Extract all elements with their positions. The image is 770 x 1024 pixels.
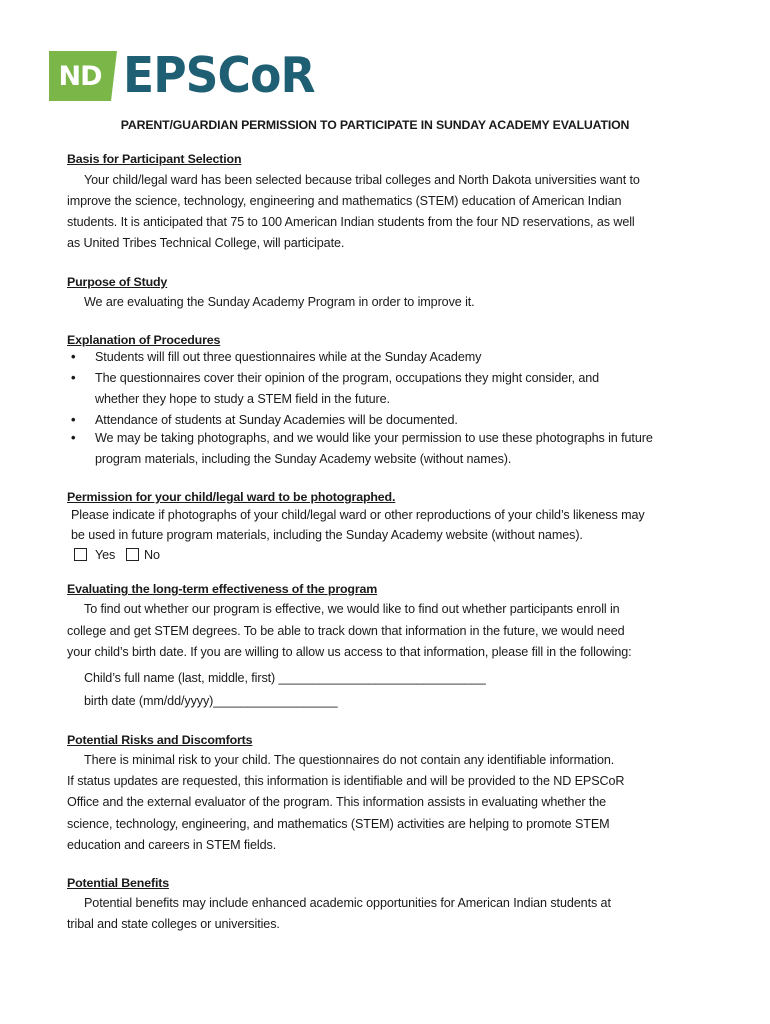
birth-date-field[interactable]: birth date (mm/dd/yyyy)__________________	[84, 694, 338, 708]
procedure-item: Attendance of students at Sunday Academies will be documented.	[95, 413, 458, 427]
effectiveness-heading: Evaluating the long-term effectiveness of the program	[67, 582, 378, 596]
bullet-marker: •	[71, 370, 76, 385]
benefits-line: tribal and state colleges or universities.	[67, 917, 280, 931]
basis-line: improve the science, technology, engineering and mathematics (STEM) education of American Indian	[67, 194, 622, 208]
procedure-item: The questionnaires cover their opinion of the program, occupations they might consider, and	[95, 371, 600, 385]
no-label: No	[144, 548, 160, 562]
benefits-heading: Potential Benefits	[67, 876, 169, 890]
bullet-marker: •	[71, 349, 76, 364]
basis-line: students. It is anticipated that 75 to 100 American Indian students from the four ND reservations, as well	[67, 215, 635, 229]
yes-checkbox[interactable]	[74, 548, 87, 561]
logo-name: EPSCoR	[123, 47, 315, 104]
procedure-item-cont: program materials, including the Sunday Academy website (without names).	[95, 452, 512, 466]
bullet-marker: •	[71, 412, 76, 427]
effectiveness-line: college and get STEM degrees. To be able to track down that information in the future, we would need	[67, 624, 625, 638]
basis-line: Your child/legal ward has been selected because tribal colleges and North Dakota universities want to	[84, 173, 640, 187]
procedures-heading: Explanation of Procedures	[67, 333, 221, 347]
risks-line: If status updates are requested, this information is identifiable and will be provided to the ND EPSCoR	[67, 774, 625, 788]
risks-line: science, technology, engineering, and mathematics (STEM) activities are helping to promote STEM	[67, 817, 610, 831]
photo-permission-heading: Permission for your child/legal ward to be photographed.	[67, 490, 396, 504]
logo-mark: ND	[49, 51, 111, 101]
child-name-field[interactable]: Child’s full name (last, middle, first) ______________________________	[84, 671, 486, 685]
risks-line: education and careers in STEM fields.	[67, 838, 277, 852]
risks-line: There is minimal risk to your child. The questionnaires do not contain any identifiable information.	[84, 753, 615, 767]
document-title: PARENT/GUARDIAN PERMISSION TO PARTICIPATE IN SUNDAY ACADEMY EVALUATION	[120, 118, 630, 132]
purpose-heading: Purpose of Study	[67, 275, 168, 289]
photo-permission-line: be used in future program materials, including the Sunday Academy website (without names).	[71, 528, 583, 542]
effectiveness-line: To find out whether our program is effective, we would like to find out whether participants enroll in	[84, 602, 620, 616]
risks-line: Office and the external evaluator of the program. This information assists in evaluating whether the	[67, 795, 607, 809]
procedure-item-cont: whether they hope to study a STEM field in the future.	[95, 392, 390, 406]
purpose-line: We are evaluating the Sunday Academy Program in order to improve it.	[84, 295, 475, 309]
risks-heading: Potential Risks and Discomforts	[67, 733, 253, 747]
no-checkbox[interactable]	[126, 548, 139, 561]
effectiveness-line: your child’s birth date. If you are willing to allow us access to that information, please fill in the following:	[67, 645, 632, 659]
bullet-marker: •	[71, 430, 76, 445]
basis-line: as United Tribes Technical College, will participate.	[67, 236, 345, 250]
yes-label: Yes	[95, 548, 116, 562]
basis-heading: Basis for Participant Selection	[67, 152, 242, 166]
photo-permission-line: Please indicate if photographs of your child/legal ward or other reproductions of your child’s likeness may	[71, 508, 645, 522]
nd-epscor-logo	[49, 47, 329, 104]
procedure-item: Students will fill out three questionnaires while at the Sunday Academy	[95, 350, 482, 364]
procedure-item: We may be taking photographs, and we would like your permission to use these photographs in future	[95, 431, 653, 445]
benefits-line: Potential benefits may include enhanced academic opportunities for American Indian students at	[84, 896, 611, 910]
